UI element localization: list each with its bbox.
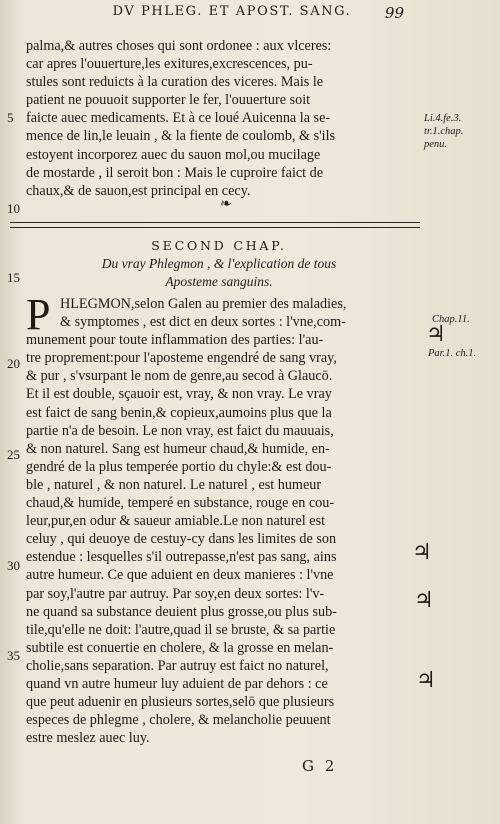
text-line: & non naturel. Sang est humeur chaud,& humide, en- xyxy=(26,440,330,457)
margin-reference: penu. xyxy=(424,139,448,150)
text-line: estendue : lesquelles s'il outrepasse,n'est pas sang, ains xyxy=(26,549,337,566)
jupiter-sign: ♃ xyxy=(416,668,436,693)
line-number: 10 xyxy=(7,201,20,216)
line-number: 20 xyxy=(7,356,20,371)
text-line: autre humeur. Ce que aduient en deux manieres : l'vne xyxy=(26,567,334,584)
text-line: especes de phlegme , cholere, & melancholie peuuent xyxy=(26,712,331,729)
margin-reference: Par.1. ch.1. xyxy=(428,348,477,359)
chapter-title-line: Aposteme sanguins. xyxy=(165,274,273,289)
margin-reference: tr.1.chap. xyxy=(424,126,464,137)
text-line: faicte auec medicaments. Et à ce loué Auicenna la se- xyxy=(26,110,331,127)
line-number: 30 xyxy=(7,558,20,573)
jupiter-sign: ♃ xyxy=(412,540,432,565)
text-line: est faict de sang benin,& copieux,aumoins plus que la xyxy=(26,404,332,421)
text-line: & symptomes , est dict en deux sortes : l'vne,com- xyxy=(60,314,346,331)
chapter-title xyxy=(26,255,412,291)
jupiter-sign: ♃ xyxy=(426,322,446,347)
text-line: cholie,sans separation. Par autruy est faict no naturel, xyxy=(26,657,329,674)
text-line: quand vn autre humeur luy aduient de par dehors : ce xyxy=(26,675,328,692)
text-line: tre proprement:pour l'aposteme engendré de sang vray, xyxy=(26,350,337,367)
running-head: DV PHLEG. ET APOST. SANG. xyxy=(112,4,352,19)
text-line: patient ne pouuoit supporter le fer, l'ouuerture soit xyxy=(26,92,311,109)
text-line: de mostarde , il seroit bon : Mais le cuproire faict de xyxy=(26,164,324,181)
text-line: munement pour toute inflammation des parties: l'au- xyxy=(26,332,324,349)
chapter-title-line: Du vray Phlegmon , & l'explication de tous xyxy=(101,256,337,271)
text-line: stules sont reduicts à la curation des viceres. Mais le xyxy=(26,74,324,91)
text-line: palma,& autres choses qui sont ordonee : aux vlceres: xyxy=(26,38,332,54)
margin-reference: Li.4.fe.3. xyxy=(424,113,462,124)
text-line: subtile est conuertie en cholere, & la grosse en melan- xyxy=(26,639,334,656)
text-line: celuy , qui deuoye de cestuy-cy dans les limites de son xyxy=(26,531,337,548)
text-line: estre meslez auec luy. xyxy=(26,730,150,747)
section-rule xyxy=(10,227,420,228)
text-line: Et il est double, sçauoir est, vray, & non vray. Le vray xyxy=(26,386,332,403)
text-line: estoyent incorporez auec du sauon mol,ou mucilage xyxy=(26,146,321,163)
text-block-chapter xyxy=(26,290,402,747)
line-number: 15 xyxy=(7,270,20,285)
text-line: leur,pur,en odur & saueur amiable.Le non naturel est xyxy=(26,513,326,530)
page-number: 99 xyxy=(384,4,404,22)
text-line: chaux,& de sauon,est principal en cecy. xyxy=(26,182,251,199)
text-line: ne quand sa substance deuient plus grosse,ou plus sub- xyxy=(26,603,337,620)
text-line: & pur , s'vsurpant le nom de genre,au secod à Glaucō. xyxy=(26,368,333,385)
chapter-heading: SECOND CHAP. xyxy=(151,238,287,253)
fleuron-ornament: ❧ xyxy=(220,196,232,212)
signature-mark: G 2 xyxy=(302,757,338,775)
text-line: partie n'a de besoin. Le non vray, est faict du mauuais, xyxy=(26,422,334,439)
line-number: 25 xyxy=(7,447,20,462)
text-line: ble , naturel , & non naturel. Le naturel , est humeur xyxy=(26,476,322,493)
text-line: par soy,l'autre par autruy. Par soy,en deux sortes: l'v- xyxy=(26,585,325,602)
text-block-top xyxy=(26,37,412,200)
text-line: que peut aduenir en plusieurs sortes,selō que plusieurs xyxy=(26,694,335,711)
text-line: car apres l'ouuerture,les exitures,excrescences, pu- xyxy=(26,56,313,73)
text-line: chaud,& humide, temperé en substance, rouge en cou- xyxy=(26,495,335,512)
margin-reference: Chap.11. xyxy=(432,314,470,325)
text-line: gendré de la plus temperée portio du chyle:& est dou- xyxy=(26,458,332,475)
text-line: mence de lin,le leuain , & la fiente de coulomb, & s'ils xyxy=(26,128,336,145)
drop-capital: P xyxy=(26,290,51,339)
text-line: tile,qu'elle ne doit: l'autre,quad il se bruste, & sa partie xyxy=(26,621,336,638)
line-number: 35 xyxy=(7,648,20,663)
section-rule xyxy=(10,222,420,223)
text-line: HLEGMON,selon Galen au premier des maladies, xyxy=(60,296,347,312)
jupiter-sign: ♃ xyxy=(414,588,434,613)
line-number: 5 xyxy=(7,110,14,125)
